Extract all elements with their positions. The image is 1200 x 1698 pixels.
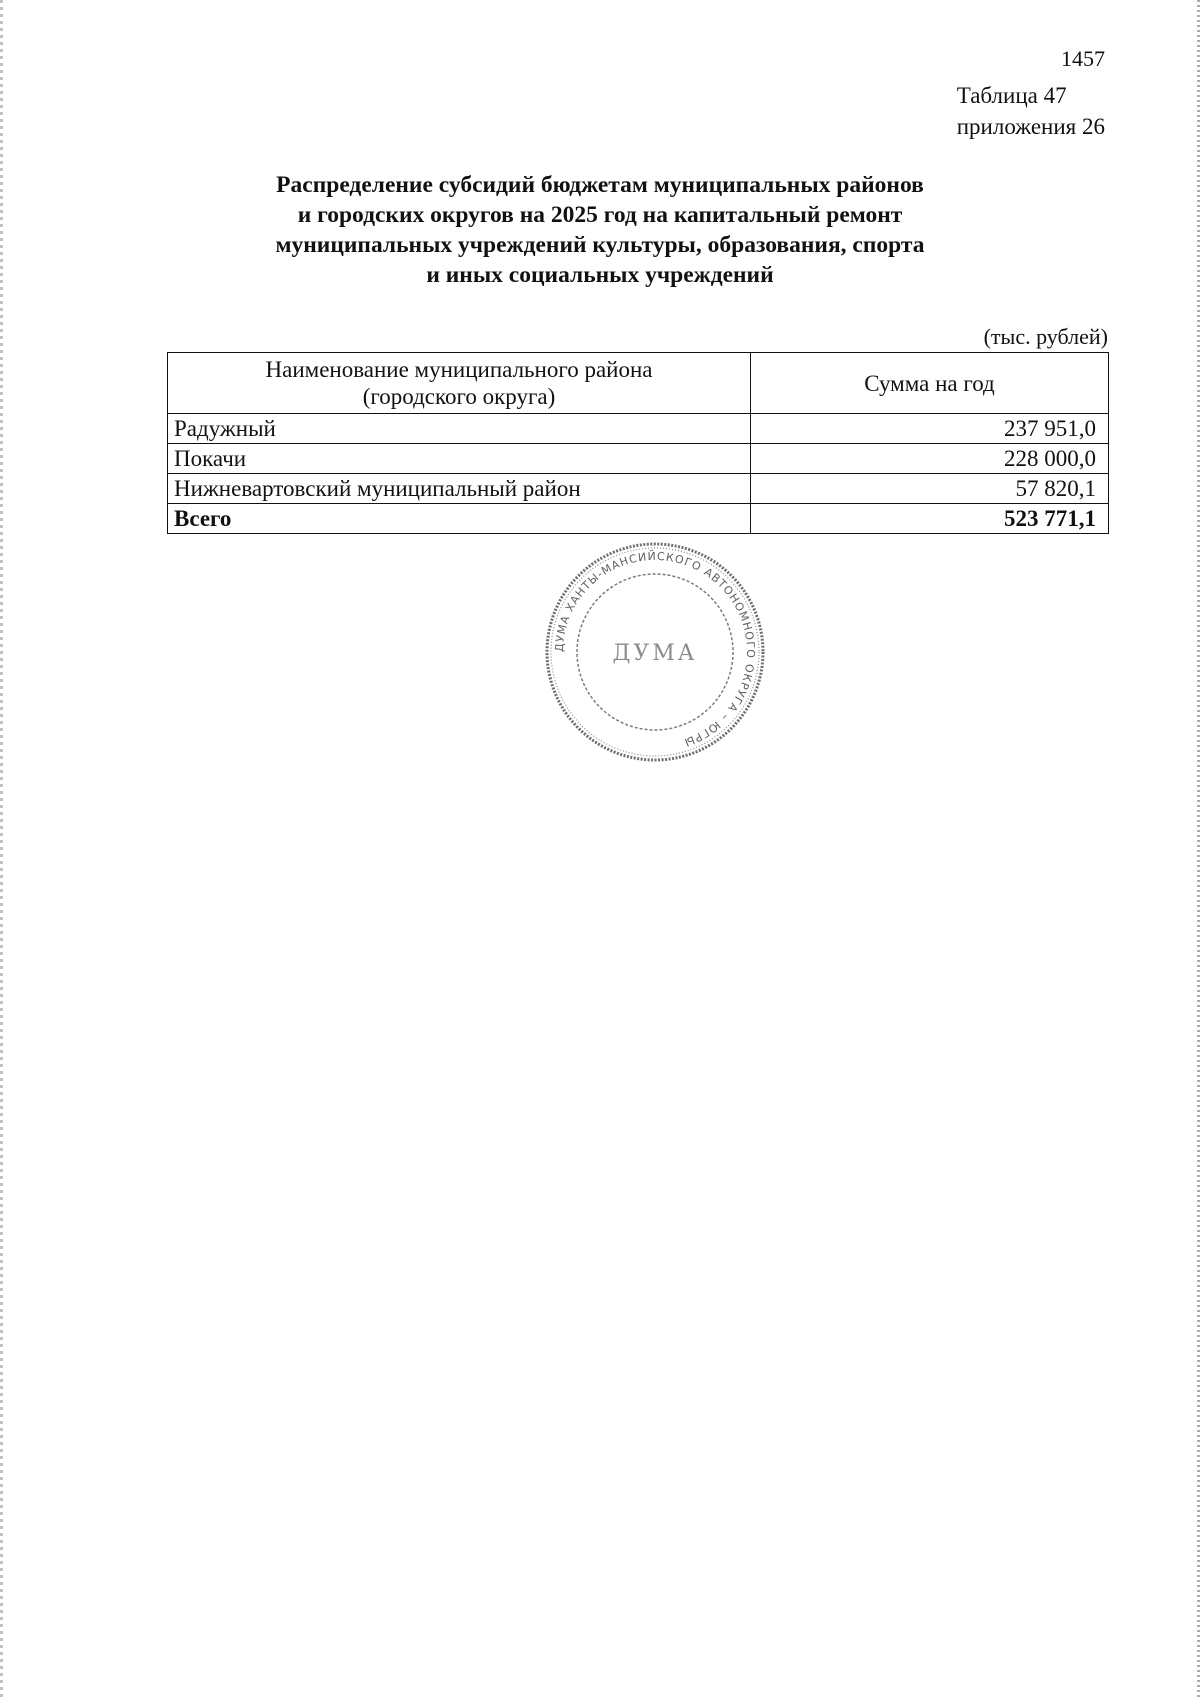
total-label: Всего [168, 504, 751, 534]
title-line: муниципальных учреждений культуры, образования, спорта [275, 232, 925, 258]
column-header-amount: Сумма на год [751, 353, 1109, 414]
row-name: Радужный [168, 414, 751, 444]
stamp-center-text: ДУМА [612, 641, 698, 666]
table-row [168, 414, 1109, 444]
table-label: Таблица 47 [956, 83, 1067, 108]
subsidy-table [167, 352, 1109, 534]
row-amount: 228 000,0 [751, 444, 1109, 474]
title-line: Распределение субсидий бюджетам муниципальных районов [276, 172, 924, 198]
total-amount: 523 771,1 [751, 504, 1109, 534]
row-name: Покачи [168, 444, 751, 474]
page-number: 1457 [1061, 46, 1105, 71]
table-header-row [168, 353, 1109, 414]
row-amount: 237 951,0 [751, 414, 1109, 444]
official-seal-stamp [538, 540, 772, 764]
document-title [150, 170, 1050, 290]
total-row [168, 504, 1109, 534]
column-header-name [168, 353, 751, 414]
stamp-ring-text: ДУМА ХАНТЫ-МАНСИЙСКОГО АВТОНОМНОГО ОКРУГА – ЮГРЫ [552, 549, 758, 750]
title-line: и иных социальных учреждений [426, 262, 774, 288]
table-row [168, 444, 1109, 474]
table-row [168, 474, 1109, 504]
header-name-line1: Наименование муниципального района [265, 357, 653, 382]
row-amount: 57 820,1 [751, 474, 1109, 504]
scan-edge-left [0, 0, 3, 1698]
units-label: (тыс. рублей) [983, 324, 1108, 349]
table-reference [957, 80, 1105, 142]
row-name: Нижневартовский муниципальный район [168, 474, 751, 504]
header-name-line2: (городского округа) [362, 384, 556, 409]
title-line: и городских округов на 2025 год на капитальный ремонт [297, 202, 903, 228]
appendix-label: приложения 26 [956, 114, 1105, 139]
